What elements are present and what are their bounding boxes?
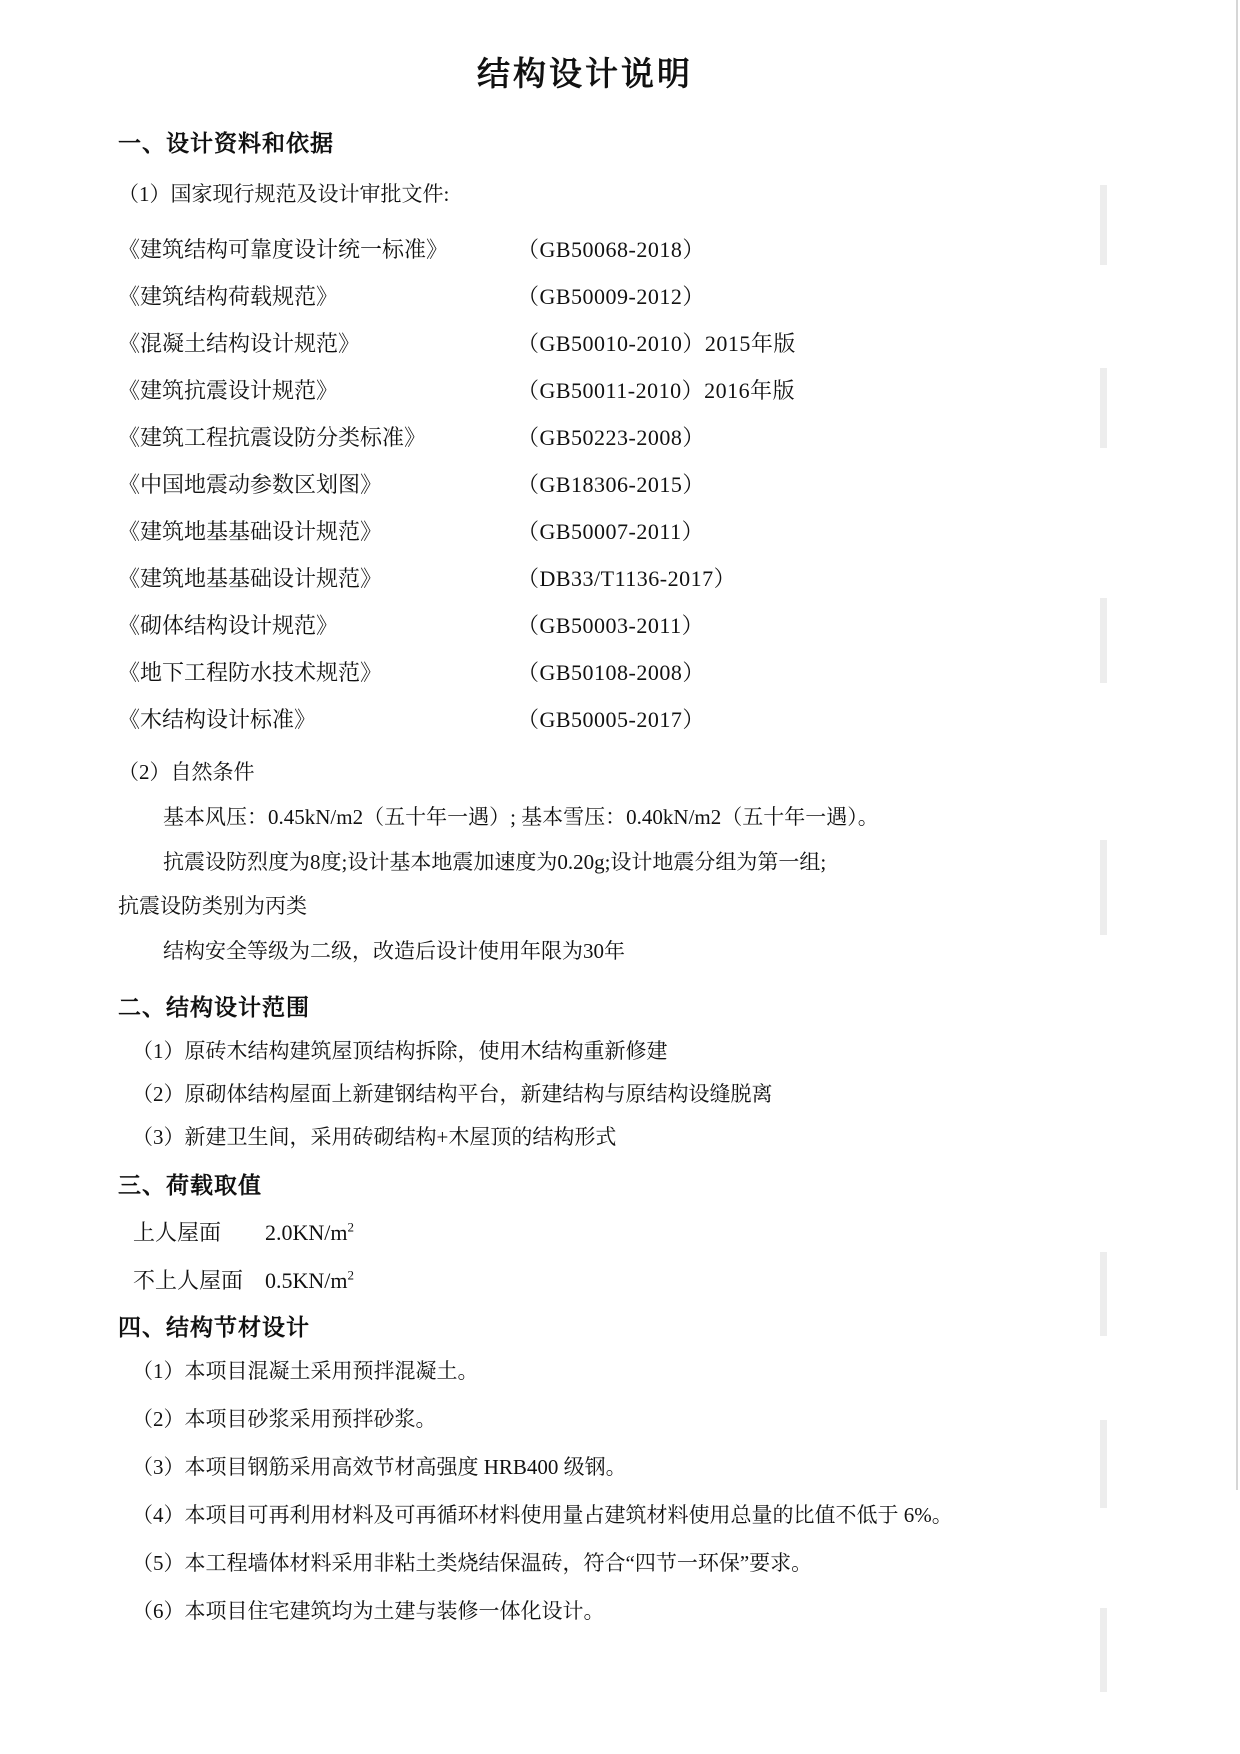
load-label: 不上人屋面 — [133, 1267, 244, 1293]
page-artifact-bar — [1100, 840, 1107, 935]
standard-code: （GB50108-2008） — [517, 660, 705, 685]
standard-row — [118, 518, 1052, 546]
standard-row — [118, 330, 1052, 358]
load-row — [118, 1261, 1052, 1294]
standard-code: （GB50003-2011） — [517, 613, 705, 638]
standard-row — [118, 612, 1052, 640]
standard-row — [118, 283, 1052, 311]
page-artifact-bar — [1100, 185, 1107, 265]
load-value-exponent: 2 — [347, 1267, 354, 1283]
standard-code: （DB33/T1136-2017） — [517, 566, 737, 591]
standard-row — [118, 659, 1052, 687]
standard-code: （GB50009-2012） — [517, 284, 705, 309]
scope-item: （1）原砖木结构建筑屋顶结构拆除，使用木结构重新修建 — [132, 1039, 668, 1063]
standard-row — [118, 565, 1052, 593]
standard-code: （GB50011-2010）2016年版 — [517, 378, 796, 403]
load-value-number: 2.0KN/m — [265, 1220, 348, 1246]
standard-row — [118, 377, 1052, 405]
material-saving-item: （3）本项目钢筋采用高效节材高强度 HRB400 级钢。 — [132, 1454, 627, 1479]
section-2-heading: 二、结构设计范围 — [118, 995, 310, 1020]
page-artifact-bar — [1100, 368, 1107, 448]
standard-name: 《建筑地基基础设计规范》 — [118, 519, 383, 544]
standard-code: （GB50068-2018） — [517, 237, 705, 262]
standard-row — [118, 424, 1052, 452]
standard-name: 《地下工程防水技术规范》 — [118, 660, 383, 685]
standard-name: 《中国地震动参数区划图》 — [118, 472, 383, 497]
page-artifact-bar — [1100, 598, 1107, 683]
section-1-item-1-label: （1）国家现行规范及设计审批文件: — [118, 182, 450, 206]
load-label: 上人屋面 — [133, 1220, 222, 1246]
standard-name: 《砌体结构设计规范》 — [118, 613, 339, 638]
load-row — [118, 1214, 1052, 1247]
page-artifact-bar — [1100, 1608, 1107, 1692]
condition-seismic: 抗震设防烈度为8度;设计基本地震加速度为0.20g;设计地震分组为第一组; — [163, 850, 827, 874]
standard-row — [118, 236, 1052, 264]
section-3-heading: 三、荷载取值 — [118, 1173, 262, 1198]
page-edge-line — [1236, 0, 1238, 1490]
load-value-number: 0.5KN/m — [265, 1267, 348, 1293]
page-artifact-bar — [1100, 1252, 1107, 1336]
standards-list — [118, 236, 1052, 734]
standard-code: （GB50223-2008） — [517, 425, 705, 450]
standard-name: 《建筑地基基础设计规范》 — [118, 566, 383, 591]
document-content — [118, 0, 1052, 1630]
scope-item: （3）新建卫生间，采用砖砌结构+木屋顶的结构形式 — [132, 1125, 617, 1149]
section-1-heading: 一、设计资料和依据 — [118, 131, 334, 156]
standard-name: 《建筑结构可靠度设计统一标准》 — [118, 237, 449, 262]
material-saving-item: （6）本项目住宅建筑均为土建与装修一体化设计。 — [132, 1598, 605, 1623]
page-artifact-bar — [1100, 1420, 1107, 1508]
material-saving-item: （1）本项目混凝土采用预拌混凝土。 — [132, 1358, 479, 1383]
load-value-exponent: 2 — [347, 1220, 354, 1235]
scope-item: （2）原砌体结构屋面上新建钢结构平台，新建结构与原结构设缝脱离 — [132, 1082, 773, 1106]
page-title: 结构设计说明 — [477, 57, 693, 93]
condition-wind-snow: 基本风压：0.45kN/m2（五十年一遇）; 基本雪压：0.40kN/m2（五十年一遇）。 — [163, 805, 879, 829]
standard-name: 《混凝土结构设计规范》 — [118, 331, 361, 356]
standard-code: （GB18306-2015） — [517, 472, 705, 497]
material-saving-item: （2）本项目砂浆采用预拌砂浆。 — [132, 1406, 437, 1431]
load-value — [265, 1220, 354, 1245]
standard-name: 《建筑结构荷载规范》 — [118, 284, 339, 309]
standard-code: （GB50005-2017） — [517, 707, 705, 732]
standard-row — [118, 471, 1052, 499]
standard-code: （GB50010-2010）2015年版 — [517, 331, 796, 356]
standard-name: 《建筑抗震设计规范》 — [118, 378, 339, 403]
standard-row — [118, 706, 1052, 734]
condition-safety-grade: 结构安全等级为二级，改造后设计使用年限为30年 — [163, 939, 625, 963]
standard-name: 《建筑工程抗震设防分类标准》 — [118, 425, 427, 450]
standard-code: （GB50007-2011） — [517, 519, 705, 544]
section-4-heading: 四、结构节材设计 — [118, 1314, 310, 1340]
load-value — [265, 1268, 354, 1293]
material-saving-item: （5）本工程墙体材料采用非粘土类烧结保温砖，符合“四节一环保”要求。 — [132, 1550, 813, 1575]
section-1-item-2-label: （2）自然条件 — [118, 760, 255, 784]
condition-seismic-category: 抗震设防类别为丙类 — [118, 894, 307, 918]
material-saving-item: （4）本项目可再利用材料及可再循环材料使用量占建筑材料使用总量的比值不低于 6%。 — [132, 1502, 953, 1527]
standard-name: 《木结构设计标准》 — [118, 707, 317, 732]
